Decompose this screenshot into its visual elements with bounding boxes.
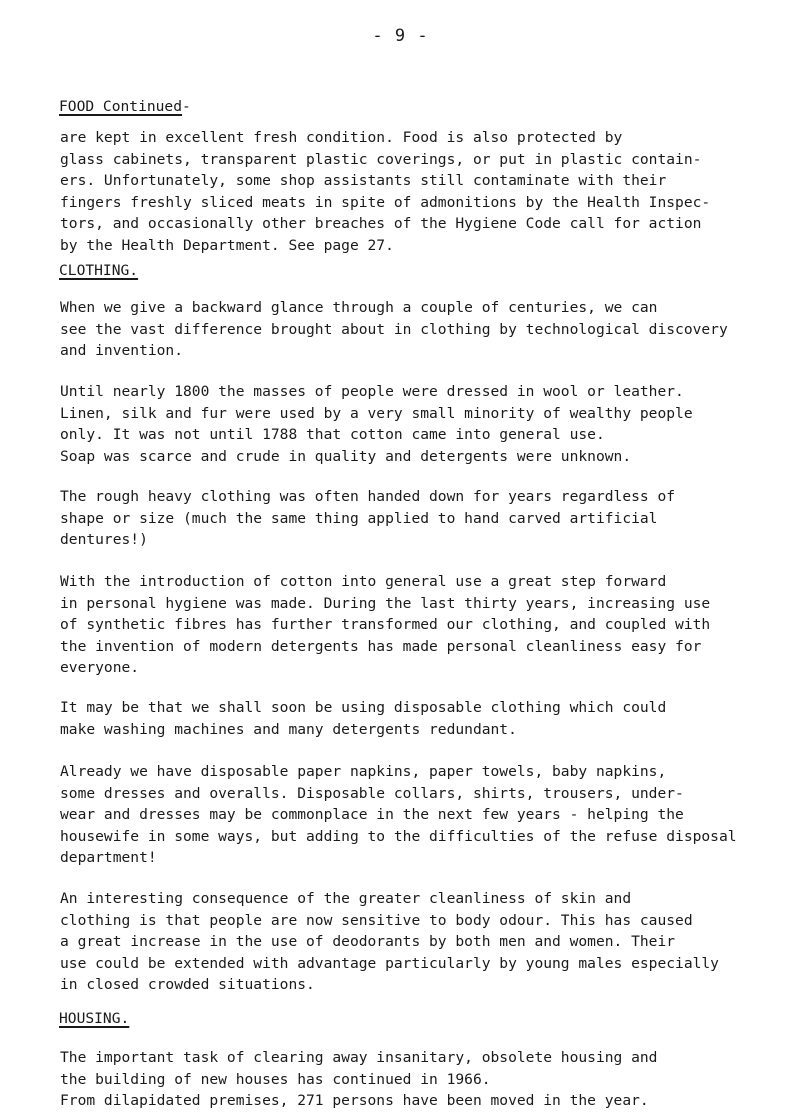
clothing-paragraph-1: When we give a backward glance through a couple of centuries, we can see the vast difference brought about in clothing by technological discovery and invention.: [60, 299, 728, 360]
clothing-heading: CLOTHING.: [59, 262, 139, 279]
clothing-paragraph-6: Already we have disposable paper napkins, paper towels, baby napkins, some dresses and overalls. Disposable collars, shirts, trousers, under- wear and dresses may be commonplace in the next few years - helping the housewife in some ways, but adding to the difficulties of the refuse disposal department!: [60, 763, 737, 867]
clothing-paragraph-3: The rough heavy clothing was often handed down for years regardless of shape or size (much the same thing applied to hand carved artificial dentures!): [60, 488, 676, 549]
housing-heading: HOUSING.: [59, 1010, 130, 1027]
page-number: - 9 -: [372, 26, 429, 46]
clothing-paragraph-7: An interesting consequence of the greater cleanliness of skin and clothing is that people are now sensitive to body odour. This has caused a great increase in the use of deodorants by both men and women. Their use could be extended with advantage particularly by young males especially in closed crowded situations.: [60, 890, 719, 994]
food-paragraph: are kept in excellent fresh condition. Food is also protected by glass cabinets, transparent plastic coverings, or put in plastic contain- ers. Unfortunately, some shop assistants still contaminate with their fingers freshly sliced meats in spite of admonitions by the Health Inspec- tors, and occasionally other breaches of the Hygiene Code call for action by the Health Department. See page 27.: [60, 129, 711, 254]
food-heading-text: FOOD Continued: [59, 98, 183, 115]
clothing-paragraph-2: Until nearly 1800 the masses of people were dressed in wool or leather. Linen, silk and fur were used by a very small minority of wealthy people only. It was not until 1788 that cotton came into general use. Soap was scarce and crude in quality and detergents were unknown.: [60, 383, 693, 465]
housing-paragraph-2: From dilapidated premises, 271 persons have been moved in the year.: [60, 1092, 649, 1109]
clothing-paragraph-5: It may be that we shall soon be using disposable clothing which could make washing machines and many detergents redundant.: [60, 699, 667, 738]
housing-paragraph-1: The important task of clearing away insanitary, obsolete housing and the building of new houses has continued in 1966.: [60, 1049, 658, 1088]
clothing-paragraph-4: With the introduction of cotton into general use a great step forward in personal hygiene was made. During the last thirty years, increasing use of synthetic fibres has further transformed our clothing, and coupled with the invention of modern detergents has made personal cleanliness easy for everyone.: [60, 573, 711, 677]
food-heading-suffix: -: [182, 98, 191, 115]
food-heading: [59, 97, 191, 117]
